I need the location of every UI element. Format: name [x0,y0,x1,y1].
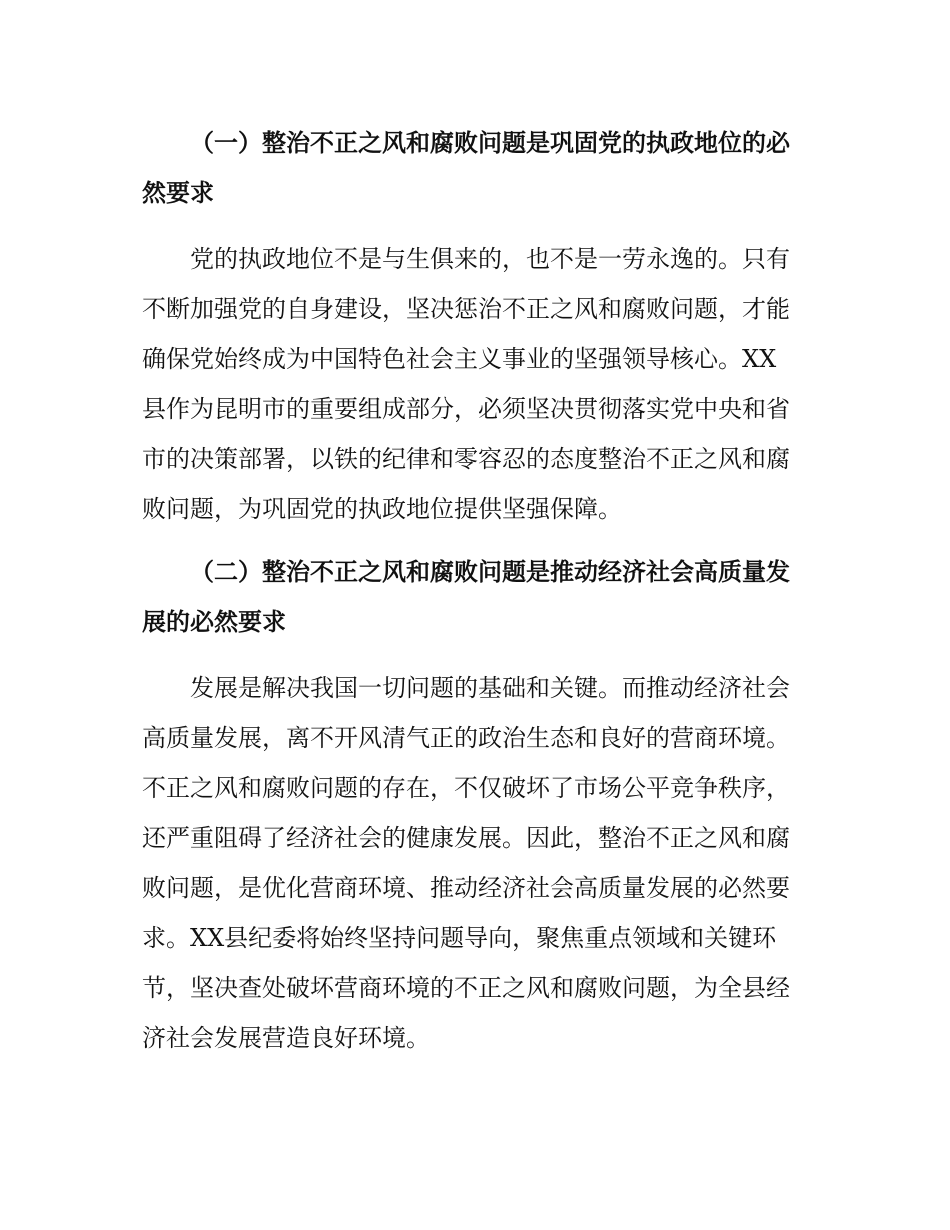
section-1-paragraph [142,243,812,533]
heading-line: （二）整治不正之风和腐败问题是推动经济社会高质量发 [190,558,790,586]
heading-line: （一）整治不正之风和腐败问题是巩固党的执政地位的必 [190,129,790,157]
paragraph-line: 求。XX县纪委将始终坚持问题导向，聚焦重点领域和关键环 [142,924,777,952]
paragraph-line: 不断加强党的自身建设，坚决惩治不正之风和腐败问题，才能 [142,295,790,323]
section-2-heading [142,556,812,646]
heading-line: 展的必然要求 [142,608,286,636]
paragraph-line: 济社会发展营造良好环境。 [142,1024,430,1052]
paragraph-line: 党的执政地位不是与生俱来的，也不是一劳永逸的。只有 [190,245,790,273]
paragraph-line: 市的决策部署，以铁的纪律和零容忍的态度整治不正之风和腐 [142,445,790,473]
paragraph-line: 败问题，是优化营商环境、推动经济社会高质量发展的必然要 [142,874,790,902]
paragraph-line: 败问题，为巩固党的执政地位提供坚强保障。 [142,495,622,523]
paragraph-line: 不正之风和腐败问题的存在，不仅破坏了市场公平竞争秩序， [142,774,790,802]
paragraph-line: 发展是解决我国一切问题的基础和关键。而推动经济社会 [190,674,790,702]
paragraph-line: 还严重阻碍了经济社会的健康发展。因此，整治不正之风和腐 [142,824,790,852]
paragraph-line: 高质量发展，离不开风清气正的政治生态和良好的营商环境。 [142,724,790,752]
section-1-heading [142,127,812,217]
paragraph-line: 节，坚决查处破坏营商环境的不正之风和腐败问题，为全县经 [142,974,790,1002]
paragraph-line: 县作为昆明市的重要组成部分，必须坚决贯彻落实党中央和省 [142,395,790,423]
section-2-paragraph [142,672,812,1062]
paragraph-line: 确保党始终成为中国特色社会主义事业的坚强领导核心。XX [142,345,777,373]
heading-line: 然要求 [142,179,214,207]
